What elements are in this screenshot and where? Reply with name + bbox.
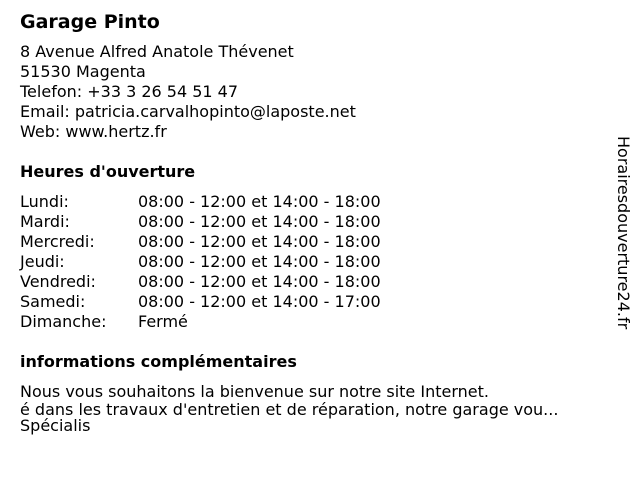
day-label: Mardi:: [20, 212, 70, 231]
info-line-1: Nous vous souhaitons la bienvenue sur notre site Internet.: [20, 382, 489, 401]
web-text: Web: www.hertz.fr: [20, 122, 167, 141]
watermark-text: Horairesdouverture24.fr: [614, 136, 633, 330]
time-range: 08:00 - 12:00 et 14:00 - 18:00: [138, 212, 381, 231]
day-label: Mercredi:: [20, 232, 95, 251]
address-line-2: 51530 Magenta: [20, 62, 146, 81]
hours-row-sunday: [20, 312, 610, 332]
hours-row-thursday: [20, 252, 610, 272]
info-line-2: é dans les travaux d'entretien et de réparation, notre garage vou...: [20, 400, 559, 419]
time-range: 08:00 - 12:00 et 14:00 - 18:00: [138, 252, 381, 271]
day-label: Jeudi:: [20, 252, 65, 271]
time-range: 08:00 - 12:00 et 14:00 - 17:00: [138, 292, 381, 311]
address-line-1: 8 Avenue Alfred Anatole Thévenet: [20, 42, 294, 61]
business-card: [20, 10, 610, 434]
hours-row-tuesday: [20, 212, 610, 232]
time-range: 08:00 - 12:00 et 14:00 - 18:00: [138, 272, 381, 291]
time-range: 08:00 - 12:00 et 14:00 - 18:00: [138, 192, 381, 211]
day-label: Dimanche:: [20, 312, 107, 331]
email-text: Email: patricia.carvalhopinto@laposte.net: [20, 102, 356, 121]
hours-row-saturday: [20, 292, 610, 312]
additional-info-text: [20, 382, 610, 434]
hours-row-friday: [20, 272, 610, 292]
info-line-3: Spécialis: [20, 416, 91, 435]
day-label: Samedi:: [20, 292, 86, 311]
hours-row-monday: [20, 192, 610, 212]
opening-hours-list: [20, 192, 610, 332]
opening-hours-title: Heures d'ouverture: [20, 162, 196, 181]
day-label: Vendredi:: [20, 272, 96, 291]
business-name: Garage Pinto: [20, 11, 160, 33]
day-label: Lundi:: [20, 192, 69, 211]
time-range: Fermé: [138, 312, 188, 331]
time-range: 08:00 - 12:00 et 14:00 - 18:00: [138, 232, 381, 251]
hours-row-wednesday: [20, 232, 610, 252]
phone-text: Telefon: +33 3 26 54 51 47: [20, 82, 239, 101]
additional-info-title: informations complémentaires: [20, 352, 297, 371]
